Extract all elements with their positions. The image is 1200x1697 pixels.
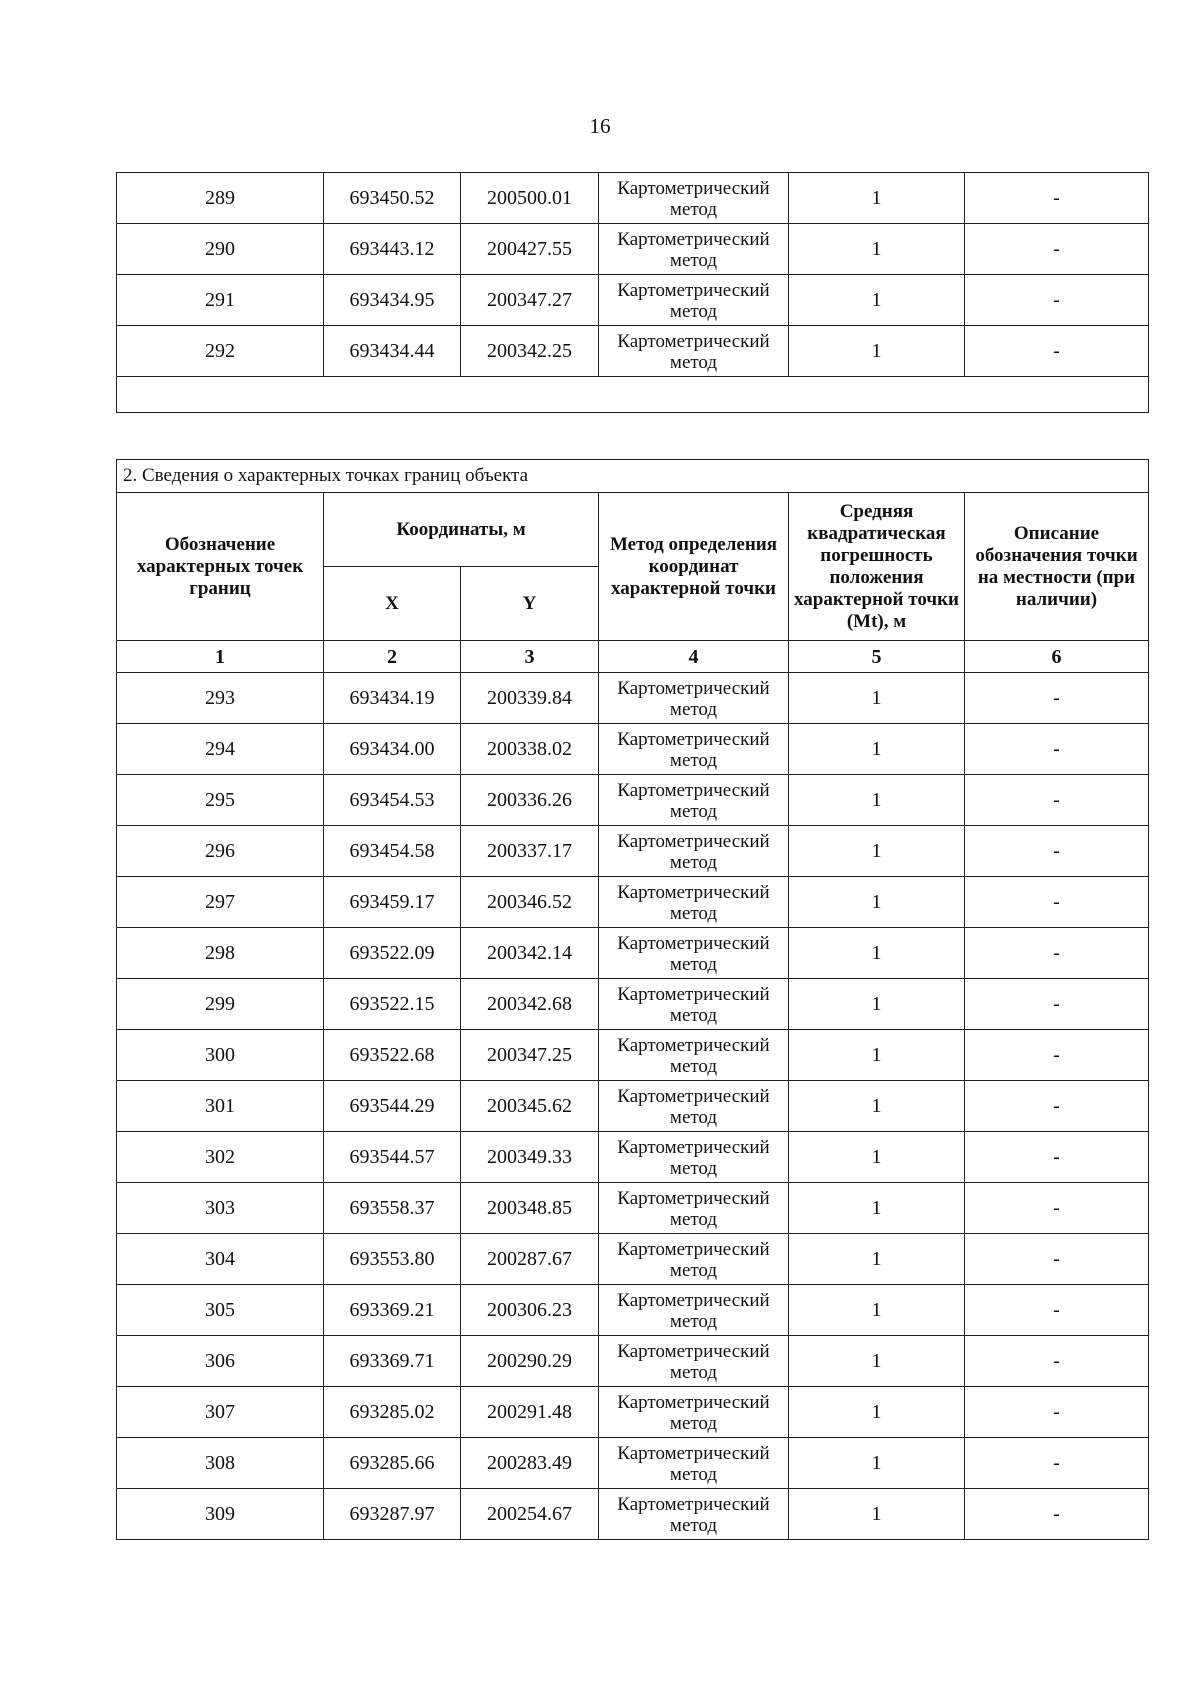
table-row — [117, 275, 1149, 326]
method-cell: Картометрический метод — [599, 928, 789, 979]
point-number-cell: 293 — [117, 673, 324, 724]
page-number: 16 — [589, 114, 611, 138]
method-cell: Картометрический метод — [599, 1132, 789, 1183]
column-number: 6 — [965, 641, 1149, 673]
table-row — [117, 1489, 1149, 1540]
y-coordinate-cell: 200283.49 — [461, 1438, 599, 1489]
y-coordinate-cell: 200338.02 — [461, 724, 599, 775]
y-coordinate-cell: 200427.55 — [461, 224, 599, 275]
table-row — [117, 877, 1149, 928]
point-number-cell: 292 — [117, 326, 324, 377]
table-row — [117, 1030, 1149, 1081]
method-cell: Картометрический метод — [599, 1387, 789, 1438]
point-number-cell: 289 — [117, 173, 324, 224]
error-cell: 1 — [789, 224, 965, 275]
x-coordinate-cell: 693285.66 — [324, 1438, 461, 1489]
error-cell: 1 — [789, 877, 965, 928]
x-coordinate-cell: 693544.29 — [324, 1081, 461, 1132]
column-number: 2 — [324, 641, 461, 673]
method-cell: Картометрический метод — [599, 979, 789, 1030]
table-row — [117, 979, 1149, 1030]
description-cell: - — [965, 1438, 1149, 1489]
table-row — [117, 673, 1149, 724]
y-coordinate-cell: 200348.85 — [461, 1183, 599, 1234]
error-cell: 1 — [789, 1132, 965, 1183]
y-coordinate-cell: 200254.67 — [461, 1489, 599, 1540]
column-number: 5 — [789, 641, 965, 673]
empty-cell — [117, 377, 1149, 413]
y-coordinate-cell: 200347.27 — [461, 275, 599, 326]
table-row — [117, 1438, 1149, 1489]
description-cell: - — [965, 1489, 1149, 1540]
y-coordinate-cell: 200287.67 — [461, 1234, 599, 1285]
point-number-cell: 304 — [117, 1234, 324, 1285]
description-cell: - — [965, 1132, 1149, 1183]
point-number-cell: 302 — [117, 1132, 324, 1183]
error-cell: 1 — [789, 979, 965, 1030]
y-coordinate-cell: 200306.23 — [461, 1285, 599, 1336]
method-cell: Картометрический метод — [599, 1285, 789, 1336]
point-number-cell: 290 — [117, 224, 324, 275]
x-coordinate-cell: 693434.95 — [324, 275, 461, 326]
x-coordinate-cell: 693434.44 — [324, 326, 461, 377]
table-row — [117, 173, 1149, 224]
table-row — [117, 1234, 1149, 1285]
description-cell: - — [965, 1387, 1149, 1438]
point-number-cell: 307 — [117, 1387, 324, 1438]
point-number-cell: 297 — [117, 877, 324, 928]
point-number-cell: 303 — [117, 1183, 324, 1234]
description-cell: - — [965, 1336, 1149, 1387]
y-coordinate-cell: 200346.52 — [461, 877, 599, 928]
error-cell: 1 — [789, 1336, 965, 1387]
method-cell: Картометрический метод — [599, 826, 789, 877]
table-row — [117, 1285, 1149, 1336]
x-coordinate-cell: 693522.09 — [324, 928, 461, 979]
x-coordinate-cell: 693454.53 — [324, 775, 461, 826]
column-number: 1 — [117, 641, 324, 673]
y-coordinate-cell: 200291.48 — [461, 1387, 599, 1438]
description-cell: - — [965, 224, 1149, 275]
y-coordinate-cell: 200290.29 — [461, 1336, 599, 1387]
header-designation: Обозначение характерных точек границ — [117, 493, 324, 641]
point-number-cell: 299 — [117, 979, 324, 1030]
error-cell: 1 — [789, 173, 965, 224]
error-cell: 1 — [789, 724, 965, 775]
x-coordinate-cell: 693287.97 — [324, 1489, 461, 1540]
table-row — [117, 1336, 1149, 1387]
y-coordinate-cell: 200345.62 — [461, 1081, 599, 1132]
point-number-cell: 296 — [117, 826, 324, 877]
table-row — [117, 775, 1149, 826]
header-coordinates: Координаты, м — [324, 493, 599, 567]
x-coordinate-cell: 693285.02 — [324, 1387, 461, 1438]
method-cell: Картометрический метод — [599, 1336, 789, 1387]
method-cell: Картометрический метод — [599, 877, 789, 928]
method-cell: Картометрический метод — [599, 673, 789, 724]
point-number-cell: 294 — [117, 724, 324, 775]
description-cell: - — [965, 1183, 1149, 1234]
error-cell: 1 — [789, 673, 965, 724]
description-cell: - — [965, 826, 1149, 877]
header-description: Описание обозначения точки на местности (при наличии) — [965, 493, 1149, 641]
error-cell: 1 — [789, 1285, 965, 1336]
description-cell: - — [965, 1234, 1149, 1285]
y-coordinate-cell: 200337.17 — [461, 826, 599, 877]
x-coordinate-cell: 693443.12 — [324, 224, 461, 275]
table-row — [117, 326, 1149, 377]
point-number-cell: 298 — [117, 928, 324, 979]
boundary-points-table — [116, 459, 1149, 1540]
point-number-cell: 306 — [117, 1336, 324, 1387]
table-row — [117, 1387, 1149, 1438]
error-cell: 1 — [789, 1387, 965, 1438]
method-cell: Картометрический метод — [599, 1081, 789, 1132]
coordinates-table-continuation-body — [117, 173, 1149, 413]
error-cell: 1 — [789, 1489, 965, 1540]
x-coordinate-cell: 693434.00 — [324, 724, 461, 775]
point-number-cell: 300 — [117, 1030, 324, 1081]
error-cell: 1 — [789, 928, 965, 979]
description-cell: - — [965, 173, 1149, 224]
description-cell: - — [965, 877, 1149, 928]
description-cell: - — [965, 326, 1149, 377]
method-cell: Картометрический метод — [599, 724, 789, 775]
description-cell: - — [965, 275, 1149, 326]
table-row — [117, 928, 1149, 979]
y-coordinate-cell: 200500.01 — [461, 173, 599, 224]
error-cell: 1 — [789, 326, 965, 377]
error-cell: 1 — [789, 826, 965, 877]
y-coordinate-cell: 200347.25 — [461, 1030, 599, 1081]
table-row — [117, 826, 1149, 877]
description-cell: - — [965, 673, 1149, 724]
header-error: Средняя квадратическая погрешность положения характерной точки (Mt), м — [789, 493, 965, 641]
error-cell: 1 — [789, 275, 965, 326]
y-coordinate-cell: 200342.25 — [461, 326, 599, 377]
column-number: 4 — [599, 641, 789, 673]
point-number-cell: 295 — [117, 775, 324, 826]
y-coordinate-cell: 200349.33 — [461, 1132, 599, 1183]
description-cell: - — [965, 1030, 1149, 1081]
method-cell: Картометрический метод — [599, 1438, 789, 1489]
error-cell: 1 — [789, 1234, 965, 1285]
empty-row — [117, 377, 1149, 413]
error-cell: 1 — [789, 1183, 965, 1234]
x-coordinate-cell: 693434.19 — [324, 673, 461, 724]
method-cell: Картометрический метод — [599, 1234, 789, 1285]
description-cell: - — [965, 928, 1149, 979]
table-row — [117, 724, 1149, 775]
table-row — [117, 224, 1149, 275]
error-cell: 1 — [789, 1030, 965, 1081]
method-cell: Картометрический метод — [599, 1030, 789, 1081]
x-coordinate-cell: 693522.68 — [324, 1030, 461, 1081]
x-coordinate-cell: 693558.37 — [324, 1183, 461, 1234]
error-cell: 1 — [789, 1438, 965, 1489]
coordinates-table-continuation — [116, 172, 1149, 413]
y-coordinate-cell: 200342.68 — [461, 979, 599, 1030]
description-cell: - — [965, 1081, 1149, 1132]
y-coordinate-cell: 200342.14 — [461, 928, 599, 979]
table-row — [117, 1183, 1149, 1234]
point-number-cell: 305 — [117, 1285, 324, 1336]
table-row — [117, 1132, 1149, 1183]
method-cell: Картометрический метод — [599, 173, 789, 224]
x-coordinate-cell: 693544.57 — [324, 1132, 461, 1183]
table-caption: 2. Сведения о характерных точках границ объекта — [117, 460, 1149, 493]
x-coordinate-cell: 693522.15 — [324, 979, 461, 1030]
error-cell: 1 — [789, 1081, 965, 1132]
method-cell: Картометрический метод — [599, 326, 789, 377]
header-method: Метод определения координат характерной точки — [599, 493, 789, 641]
description-cell: - — [965, 979, 1149, 1030]
x-coordinate-cell: 693369.71 — [324, 1336, 461, 1387]
description-cell: - — [965, 1285, 1149, 1336]
description-cell: - — [965, 724, 1149, 775]
table-row — [117, 1081, 1149, 1132]
point-number-cell: 309 — [117, 1489, 324, 1540]
x-coordinate-cell: 693369.21 — [324, 1285, 461, 1336]
y-coordinate-cell: 200339.84 — [461, 673, 599, 724]
method-cell: Картометрический метод — [599, 224, 789, 275]
x-coordinate-cell: 693459.17 — [324, 877, 461, 928]
header-x: X — [324, 567, 461, 641]
method-cell: Картометрический метод — [599, 775, 789, 826]
x-coordinate-cell: 693553.80 — [324, 1234, 461, 1285]
error-cell: 1 — [789, 775, 965, 826]
column-number: 3 — [461, 641, 599, 673]
point-number-cell: 291 — [117, 275, 324, 326]
point-number-cell: 301 — [117, 1081, 324, 1132]
boundary-points-table-body — [117, 673, 1149, 1540]
description-cell: - — [965, 775, 1149, 826]
x-coordinate-cell: 693450.52 — [324, 173, 461, 224]
y-coordinate-cell: 200336.26 — [461, 775, 599, 826]
method-cell: Картометрический метод — [599, 1183, 789, 1234]
header-y: Y — [461, 567, 599, 641]
method-cell: Картометрический метод — [599, 275, 789, 326]
point-number-cell: 308 — [117, 1438, 324, 1489]
method-cell: Картометрический метод — [599, 1489, 789, 1540]
x-coordinate-cell: 693454.58 — [324, 826, 461, 877]
